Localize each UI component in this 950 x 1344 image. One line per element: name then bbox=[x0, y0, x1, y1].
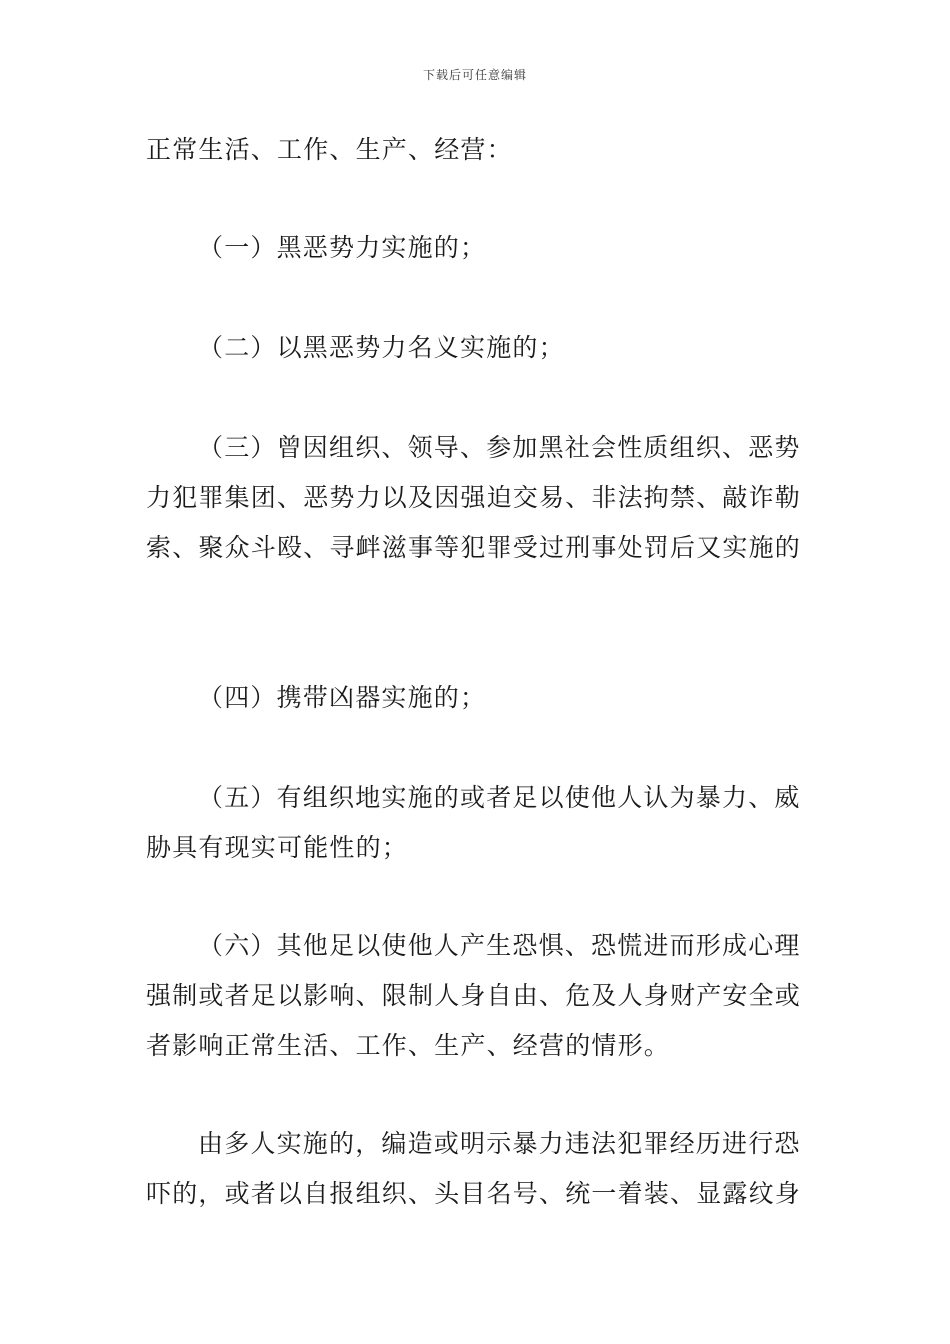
list-item-5-cont: 胁具有现实可能性的； bbox=[146, 833, 409, 862]
list-item-6-cont: 强制或者足以影响、限制人身自由、危及人身财产安全或 bbox=[146, 981, 802, 1010]
paragraph-cont: 吓的，或者以自报组织、头目名号、统一着装、显露纹身 bbox=[146, 1179, 802, 1208]
list-item-3-cont: 索、聚众斗殴、寻衅滋事等犯罪受过刑事处罚后又实施的 bbox=[146, 533, 802, 562]
list-item-6: （六）其他足以使他人产生恐惧、恐慌进而形成心理 bbox=[198, 931, 801, 960]
paragraph: 由多人实施的，编造或明示暴力违法犯罪经历进行恐 bbox=[198, 1129, 801, 1158]
list-item-3: （三）曾因组织、领导、参加黑社会性质组织、恶势 bbox=[198, 433, 801, 462]
list-item-3-cont: 力犯罪集团、恶势力以及因强迫交易、非法拘禁、敲诈勒 bbox=[146, 483, 802, 512]
list-item-1: （一）黑恶势力实施的； bbox=[198, 233, 487, 262]
list-item-5: （五）有组织地实施的或者足以使他人认为暴力、威 bbox=[198, 783, 801, 812]
list-item-2: （二）以黑恶势力名义实施的； bbox=[198, 333, 565, 362]
list-item-4: （四）携带凶器实施的； bbox=[198, 683, 487, 712]
page-header: 下载后可任意编辑 bbox=[422, 68, 527, 82]
list-item-6-cont: 者影响正常生活、工作、生产、经营的情形。 bbox=[146, 1031, 671, 1060]
body-line: 正常生活、工作、生产、经营： bbox=[146, 135, 513, 164]
